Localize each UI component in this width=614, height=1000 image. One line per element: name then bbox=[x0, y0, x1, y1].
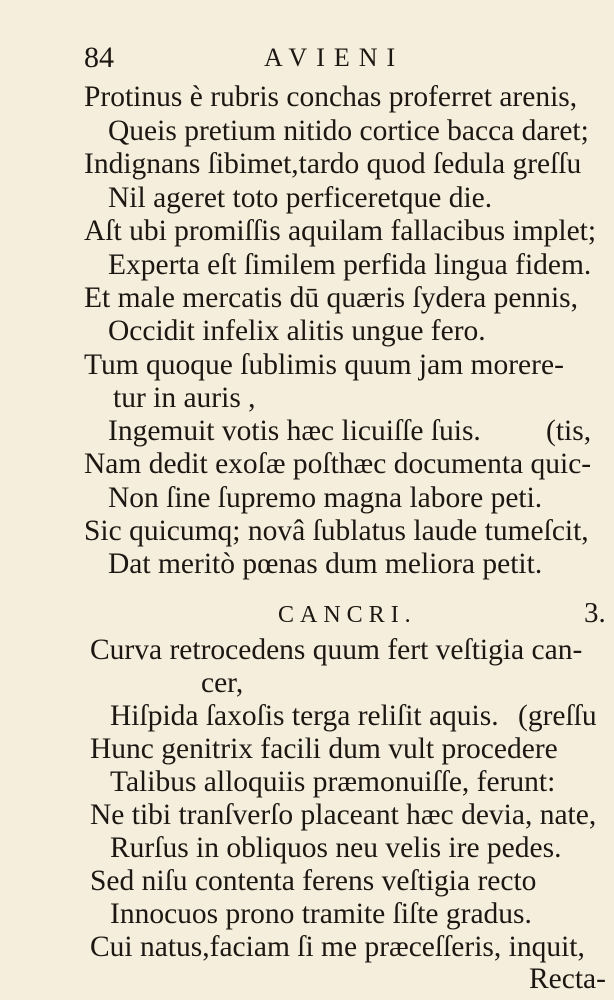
fable-title: CANCRI. bbox=[278, 602, 417, 628]
verse-line: Nil ageret toto perficeretque die. bbox=[108, 182, 493, 214]
verse-line: Hiſpida ſaxoſis terga reliſit aquis. bbox=[110, 700, 499, 732]
verse-line: Sic quicumq; novâ ſublatus laude tumeſcit, bbox=[84, 515, 589, 547]
verse-turnover: (greſſu bbox=[518, 700, 597, 732]
catchword: Recta- bbox=[529, 963, 606, 995]
running-title: AVIENI bbox=[264, 43, 405, 72]
verse-line: Rurſus in obliquos neu velis ire pedes. bbox=[110, 832, 562, 864]
verse-line: Dat meritò pœnas dum meliora petit. bbox=[108, 548, 543, 580]
verse-line: Ne tibi tranſverſo placeant hæc devia, nate, bbox=[90, 799, 597, 831]
verse-line: Innocuos prono tramite ſiſte gradus. bbox=[110, 898, 532, 930]
verse-turnover: (tis, bbox=[546, 415, 592, 447]
verse-line: Aſt ubi promiſſis aquilam fallacibus implet; bbox=[84, 215, 597, 247]
verse-line: Ingemuit votis hæc licuiſſe ſuis. bbox=[108, 415, 481, 447]
verse-line: Nam dedit exoſæ poſthæc documenta quic- bbox=[84, 448, 592, 480]
verse-line-continuation: cer, bbox=[201, 667, 244, 699]
verse-line: Et male mercatis dū quæris ſydera pennis, bbox=[84, 282, 578, 314]
verse-line: Non ſine ſupremo magna labore peti. bbox=[108, 482, 543, 514]
verse-line: Experta eſt ſimilem perfida lingua fidem. bbox=[108, 249, 592, 281]
verse-line-continuation: tur in auris , bbox=[113, 382, 256, 414]
verse-line: Curva retrocedens quum fert veſtigia can- bbox=[90, 634, 583, 666]
fable-number: 3. bbox=[584, 597, 606, 629]
verse-line: Occidit infelix alitis ungue fero. bbox=[108, 315, 486, 347]
verse-line: Protinus è rubris conchas proferret arenis, bbox=[84, 81, 578, 113]
verse-line: Queis pretium nitido cortice bacca daret; bbox=[108, 115, 589, 147]
page-number: 84 bbox=[84, 41, 114, 74]
verse-line: Hunc genitrix facili dum vult procedere bbox=[90, 733, 558, 765]
verse-line: Indignans ſibimet,tardo quod ſedula greſſu bbox=[84, 148, 582, 180]
verse-line: Sed niſu contenta ferens veſtigia recto bbox=[90, 865, 537, 897]
verse-line: Tum quoque ſublimis quum jam morere- bbox=[84, 349, 564, 381]
verse-line: Talibus alloquiis præmonuiſſe, ferunt: bbox=[110, 766, 556, 798]
verse-line: Cui natus,faciam ſi me præceſſeris, inquit, bbox=[90, 931, 585, 963]
